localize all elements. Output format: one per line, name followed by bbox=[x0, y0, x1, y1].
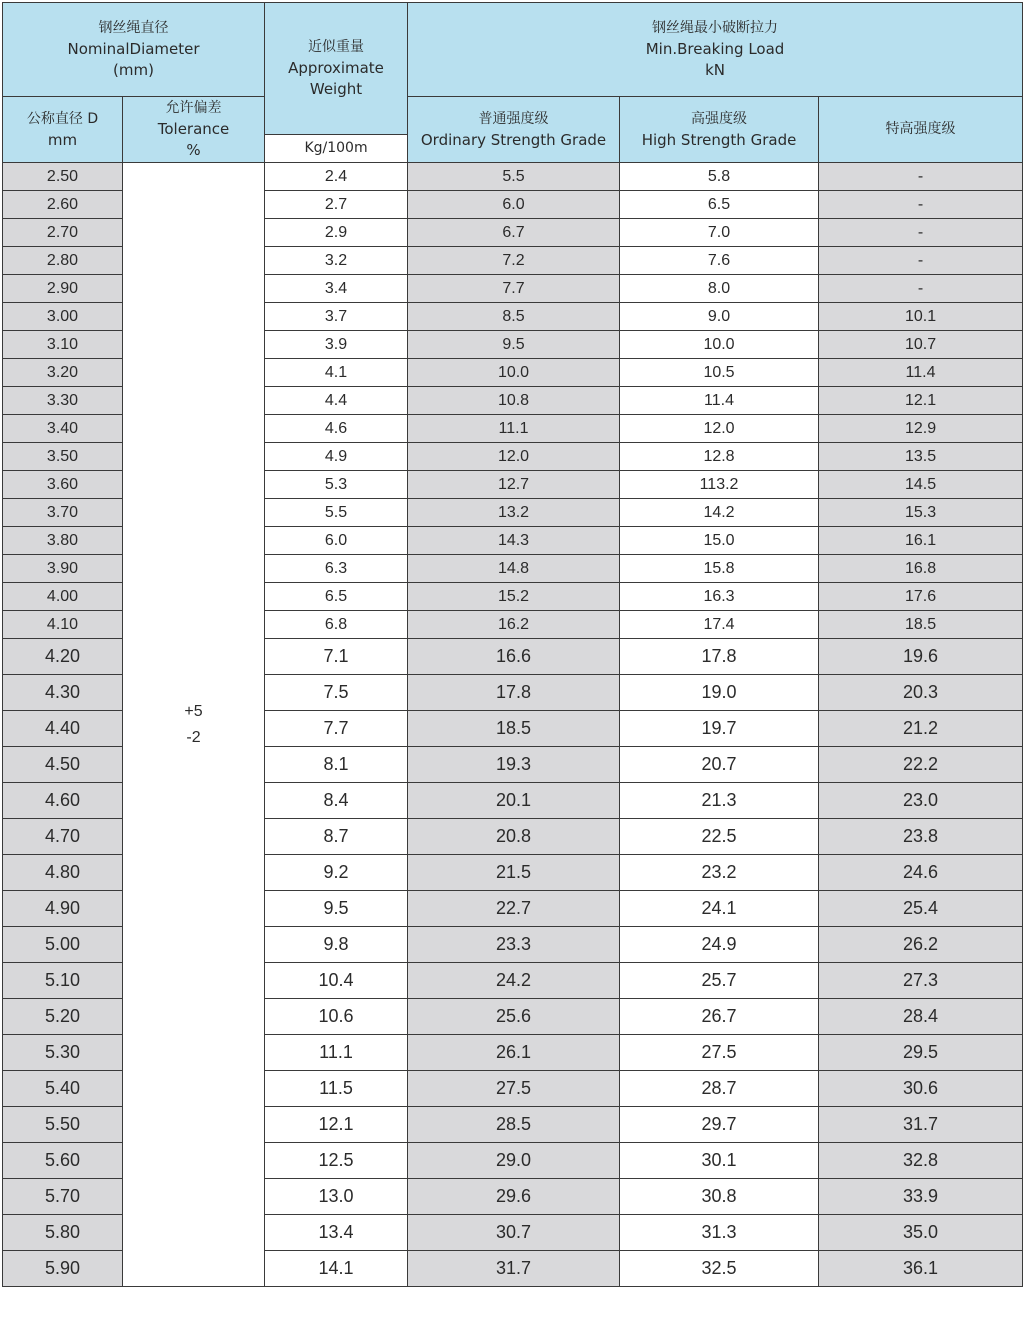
high-load-cell: 15.8 bbox=[620, 555, 819, 583]
weight-cell: 2.7 bbox=[265, 191, 408, 219]
ordinary-load-cell: 9.5 bbox=[408, 331, 620, 359]
header-nominal-d-unit: mm bbox=[47, 130, 78, 149]
weight-cell: 7.1 bbox=[265, 639, 408, 675]
super-high-load-cell: 16.8 bbox=[819, 555, 1023, 583]
ordinary-load-cell: 18.5 bbox=[408, 711, 620, 747]
ordinary-load-cell: 20.1 bbox=[408, 783, 620, 819]
super-high-load-cell: 36.1 bbox=[819, 1251, 1023, 1287]
high-load-cell: 27.5 bbox=[620, 1035, 819, 1071]
ordinary-load-cell: 23.3 bbox=[408, 927, 620, 963]
ordinary-load-cell: 29.0 bbox=[408, 1143, 620, 1179]
high-load-cell: 24.1 bbox=[620, 891, 819, 927]
nominal-diameter-cell: 2.50 bbox=[3, 163, 123, 191]
nominal-diameter-cell: 3.20 bbox=[3, 359, 123, 387]
nominal-diameter-cell: 4.90 bbox=[3, 891, 123, 927]
header-high-grade-en: High Strength Grade bbox=[641, 130, 797, 149]
high-load-cell: 29.7 bbox=[620, 1107, 819, 1143]
nominal-diameter-cell: 4.30 bbox=[3, 675, 123, 711]
weight-cell: 6.5 bbox=[265, 583, 408, 611]
table-row bbox=[3, 163, 1023, 191]
ordinary-load-cell: 5.5 bbox=[408, 163, 620, 191]
header-weight-en1: Approximate bbox=[288, 59, 384, 77]
super-high-load-cell: 35.0 bbox=[819, 1215, 1023, 1251]
ordinary-load-cell: 26.1 bbox=[408, 1035, 620, 1071]
high-load-cell: 12.0 bbox=[620, 415, 819, 443]
nominal-diameter-cell: 5.60 bbox=[3, 1143, 123, 1179]
nominal-diameter-cell: 3.60 bbox=[3, 471, 123, 499]
super-high-load-cell: 33.9 bbox=[819, 1179, 1023, 1215]
super-high-load-cell: 22.2 bbox=[819, 747, 1023, 783]
super-high-load-cell: 15.3 bbox=[819, 499, 1023, 527]
ordinary-load-cell: 6.0 bbox=[408, 191, 620, 219]
weight-cell: 12.5 bbox=[265, 1143, 408, 1179]
high-load-cell: 8.0 bbox=[620, 275, 819, 303]
super-high-load-cell: 28.4 bbox=[819, 999, 1023, 1035]
tolerance-plus: +5 bbox=[184, 702, 203, 720]
high-load-cell: 12.8 bbox=[620, 443, 819, 471]
super-high-load-cell: 12.1 bbox=[819, 387, 1023, 415]
high-load-cell: 21.3 bbox=[620, 783, 819, 819]
high-load-cell: 19.0 bbox=[620, 675, 819, 711]
nominal-diameter-cell: 5.10 bbox=[3, 963, 123, 999]
high-load-cell: 19.7 bbox=[620, 711, 819, 747]
nominal-diameter-cell: 2.90 bbox=[3, 275, 123, 303]
weight-cell: 8.4 bbox=[265, 783, 408, 819]
high-load-cell: 16.3 bbox=[620, 583, 819, 611]
ordinary-load-cell: 15.2 bbox=[408, 583, 620, 611]
header-tolerance-en: Tolerance bbox=[157, 120, 230, 138]
ordinary-load-cell: 14.3 bbox=[408, 527, 620, 555]
header-nominal-diameter-zh: 钢丝绳直径 bbox=[98, 20, 169, 36]
super-high-load-cell: 19.6 bbox=[819, 639, 1023, 675]
weight-cell: 14.1 bbox=[265, 1251, 408, 1287]
weight-cell: 12.1 bbox=[265, 1107, 408, 1143]
nominal-diameter-cell: 3.50 bbox=[3, 443, 123, 471]
high-load-cell: 7.6 bbox=[620, 247, 819, 275]
ordinary-load-cell: 10.8 bbox=[408, 387, 620, 415]
high-load-cell: 30.1 bbox=[620, 1143, 819, 1179]
nominal-diameter-cell: 4.80 bbox=[3, 855, 123, 891]
tolerance-cell bbox=[123, 163, 265, 1287]
high-load-cell: 10.0 bbox=[620, 331, 819, 359]
nominal-diameter-cell: 4.70 bbox=[3, 819, 123, 855]
header-weight-zh: 近似重量 bbox=[308, 39, 365, 55]
high-load-cell: 26.7 bbox=[620, 999, 819, 1035]
nominal-diameter-cell: 5.40 bbox=[3, 1071, 123, 1107]
high-load-cell: 24.9 bbox=[620, 927, 819, 963]
high-load-cell: 20.7 bbox=[620, 747, 819, 783]
header-super-high-grade bbox=[819, 97, 1023, 163]
high-load-cell: 28.7 bbox=[620, 1071, 819, 1107]
header-nominal-d bbox=[3, 97, 123, 163]
ordinary-load-cell: 6.7 bbox=[408, 219, 620, 247]
super-high-load-cell: - bbox=[819, 163, 1023, 191]
ordinary-load-cell: 17.8 bbox=[408, 675, 620, 711]
weight-cell: 10.4 bbox=[265, 963, 408, 999]
nominal-diameter-cell: 5.80 bbox=[3, 1215, 123, 1251]
high-load-cell: 32.5 bbox=[620, 1251, 819, 1287]
super-high-load-cell: - bbox=[819, 191, 1023, 219]
nominal-diameter-cell: 3.00 bbox=[3, 303, 123, 331]
high-load-cell: 31.3 bbox=[620, 1215, 819, 1251]
high-load-cell: 22.5 bbox=[620, 819, 819, 855]
high-load-cell: 15.0 bbox=[620, 527, 819, 555]
nominal-diameter-cell: 4.50 bbox=[3, 747, 123, 783]
weight-cell: 11.5 bbox=[265, 1071, 408, 1107]
high-load-cell: 17.4 bbox=[620, 611, 819, 639]
super-high-load-cell: 13.5 bbox=[819, 443, 1023, 471]
header-tolerance bbox=[123, 97, 265, 163]
header-nominal-diameter-en: NominalDiameter bbox=[67, 40, 200, 58]
super-high-load-cell: - bbox=[819, 219, 1023, 247]
super-high-load-cell: 25.4 bbox=[819, 891, 1023, 927]
header-high-grade bbox=[620, 97, 819, 163]
ordinary-load-cell: 30.7 bbox=[408, 1215, 620, 1251]
header-ordinary-grade bbox=[408, 97, 620, 163]
ordinary-load-cell: 10.0 bbox=[408, 359, 620, 387]
high-load-cell: 5.8 bbox=[620, 163, 819, 191]
ordinary-load-cell: 16.6 bbox=[408, 639, 620, 675]
header-ordinary-grade-en: Ordinary Strength Grade bbox=[420, 130, 607, 149]
weight-cell: 13.4 bbox=[265, 1215, 408, 1251]
ordinary-load-cell: 8.5 bbox=[408, 303, 620, 331]
header-weight bbox=[265, 3, 408, 135]
ordinary-load-cell: 24.2 bbox=[408, 963, 620, 999]
weight-cell: 3.4 bbox=[265, 275, 408, 303]
nominal-diameter-cell: 2.70 bbox=[3, 219, 123, 247]
super-high-load-cell: 14.5 bbox=[819, 471, 1023, 499]
header-breaking-load bbox=[408, 3, 1023, 97]
weight-cell: 5.3 bbox=[265, 471, 408, 499]
header-high-grade-zh: 高强度级 bbox=[691, 110, 748, 127]
nominal-diameter-cell: 5.00 bbox=[3, 927, 123, 963]
nominal-diameter-cell: 5.20 bbox=[3, 999, 123, 1035]
weight-cell: 3.9 bbox=[265, 331, 408, 359]
header-weight-unit: Kg/100m bbox=[265, 135, 408, 163]
ordinary-load-cell: 29.6 bbox=[408, 1179, 620, 1215]
header-nominal-diameter bbox=[3, 3, 265, 97]
weight-cell: 3.7 bbox=[265, 303, 408, 331]
nominal-diameter-cell: 3.30 bbox=[3, 387, 123, 415]
table-header bbox=[3, 3, 1023, 163]
ordinary-load-cell: 31.7 bbox=[408, 1251, 620, 1287]
weight-cell: 13.0 bbox=[265, 1179, 408, 1215]
header-super-high-grade-zh: 特高强度级 bbox=[885, 121, 956, 137]
nominal-diameter-cell: 3.40 bbox=[3, 415, 123, 443]
ordinary-load-cell: 25.6 bbox=[408, 999, 620, 1035]
weight-cell: 9.2 bbox=[265, 855, 408, 891]
high-load-cell: 113.2 bbox=[620, 471, 819, 499]
super-high-load-cell: 20.3 bbox=[819, 675, 1023, 711]
header-tolerance-zh: 允许偏差 bbox=[165, 100, 222, 116]
super-high-load-cell: 10.1 bbox=[819, 303, 1023, 331]
super-high-load-cell: 24.6 bbox=[819, 855, 1023, 891]
super-high-load-cell: 10.7 bbox=[819, 331, 1023, 359]
super-high-load-cell: 30.6 bbox=[819, 1071, 1023, 1107]
super-high-load-cell: 17.6 bbox=[819, 583, 1023, 611]
nominal-diameter-cell: 4.00 bbox=[3, 583, 123, 611]
super-high-load-cell: 31.7 bbox=[819, 1107, 1023, 1143]
table-body bbox=[3, 163, 1023, 1287]
ordinary-load-cell: 22.7 bbox=[408, 891, 620, 927]
weight-cell: 9.8 bbox=[265, 927, 408, 963]
weight-cell: 11.1 bbox=[265, 1035, 408, 1071]
weight-cell: 9.5 bbox=[265, 891, 408, 927]
ordinary-load-cell: 7.2 bbox=[408, 247, 620, 275]
high-load-cell: 9.0 bbox=[620, 303, 819, 331]
weight-cell: 10.6 bbox=[265, 999, 408, 1035]
super-high-load-cell: 29.5 bbox=[819, 1035, 1023, 1071]
high-load-cell: 7.0 bbox=[620, 219, 819, 247]
ordinary-load-cell: 12.0 bbox=[408, 443, 620, 471]
nominal-diameter-cell: 3.10 bbox=[3, 331, 123, 359]
super-high-load-cell: 23.0 bbox=[819, 783, 1023, 819]
header-nominal-d-zh: 公称直径 D bbox=[26, 110, 99, 127]
ordinary-load-cell: 7.7 bbox=[408, 275, 620, 303]
weight-cell: 8.7 bbox=[265, 819, 408, 855]
weight-cell: 5.5 bbox=[265, 499, 408, 527]
header-tolerance-unit: % bbox=[186, 141, 201, 159]
nominal-diameter-cell: 3.70 bbox=[3, 499, 123, 527]
weight-cell: 6.0 bbox=[265, 527, 408, 555]
ordinary-load-cell: 28.5 bbox=[408, 1107, 620, 1143]
nominal-diameter-cell: 2.60 bbox=[3, 191, 123, 219]
high-load-cell: 11.4 bbox=[620, 387, 819, 415]
tolerance-minus: -2 bbox=[186, 728, 201, 746]
high-load-cell: 6.5 bbox=[620, 191, 819, 219]
nominal-diameter-cell: 4.10 bbox=[3, 611, 123, 639]
ordinary-load-cell: 12.7 bbox=[408, 471, 620, 499]
super-high-load-cell: 21.2 bbox=[819, 711, 1023, 747]
high-load-cell: 30.8 bbox=[620, 1179, 819, 1215]
super-high-load-cell: 12.9 bbox=[819, 415, 1023, 443]
super-high-load-cell: 32.8 bbox=[819, 1143, 1023, 1179]
header-breaking-load-zh: 钢丝绳最小破断拉力 bbox=[652, 20, 779, 36]
nominal-diameter-cell: 5.90 bbox=[3, 1251, 123, 1287]
super-high-load-cell: 11.4 bbox=[819, 359, 1023, 387]
nominal-diameter-cell: 4.60 bbox=[3, 783, 123, 819]
super-high-load-cell: - bbox=[819, 247, 1023, 275]
wire-rope-spec-table bbox=[2, 2, 1023, 1287]
weight-cell: 4.4 bbox=[265, 387, 408, 415]
header-weight-en2: Weight bbox=[309, 80, 363, 98]
weight-cell: 7.5 bbox=[265, 675, 408, 711]
ordinary-load-cell: 14.8 bbox=[408, 555, 620, 583]
super-high-load-cell: 26.2 bbox=[819, 927, 1023, 963]
nominal-diameter-cell: 3.80 bbox=[3, 527, 123, 555]
weight-cell: 2.4 bbox=[265, 163, 408, 191]
weight-cell: 2.9 bbox=[265, 219, 408, 247]
super-high-load-cell: 18.5 bbox=[819, 611, 1023, 639]
weight-cell: 3.2 bbox=[265, 247, 408, 275]
ordinary-load-cell: 13.2 bbox=[408, 499, 620, 527]
weight-cell: 8.1 bbox=[265, 747, 408, 783]
nominal-diameter-cell: 5.30 bbox=[3, 1035, 123, 1071]
nominal-diameter-cell: 4.40 bbox=[3, 711, 123, 747]
ordinary-load-cell: 16.2 bbox=[408, 611, 620, 639]
high-load-cell: 14.2 bbox=[620, 499, 819, 527]
super-high-load-cell: 23.8 bbox=[819, 819, 1023, 855]
nominal-diameter-cell: 2.80 bbox=[3, 247, 123, 275]
super-high-load-cell: - bbox=[819, 275, 1023, 303]
weight-cell: 4.6 bbox=[265, 415, 408, 443]
weight-cell: 6.8 bbox=[265, 611, 408, 639]
header-breaking-load-unit: kN bbox=[705, 61, 725, 79]
high-load-cell: 25.7 bbox=[620, 963, 819, 999]
super-high-load-cell: 27.3 bbox=[819, 963, 1023, 999]
high-load-cell: 17.8 bbox=[620, 639, 819, 675]
header-breaking-load-en: Min.Breaking Load bbox=[645, 40, 785, 58]
nominal-diameter-cell: 5.70 bbox=[3, 1179, 123, 1215]
ordinary-load-cell: 11.1 bbox=[408, 415, 620, 443]
high-load-cell: 10.5 bbox=[620, 359, 819, 387]
weight-cell: 4.9 bbox=[265, 443, 408, 471]
weight-cell: 7.7 bbox=[265, 711, 408, 747]
ordinary-load-cell: 21.5 bbox=[408, 855, 620, 891]
high-load-cell: 23.2 bbox=[620, 855, 819, 891]
ordinary-load-cell: 27.5 bbox=[408, 1071, 620, 1107]
weight-cell: 6.3 bbox=[265, 555, 408, 583]
weight-cell: 4.1 bbox=[265, 359, 408, 387]
super-high-load-cell: 16.1 bbox=[819, 527, 1023, 555]
header-nominal-diameter-unit: (mm) bbox=[113, 61, 154, 79]
ordinary-load-cell: 20.8 bbox=[408, 819, 620, 855]
nominal-diameter-cell: 3.90 bbox=[3, 555, 123, 583]
ordinary-load-cell: 19.3 bbox=[408, 747, 620, 783]
nominal-diameter-cell: 4.20 bbox=[3, 639, 123, 675]
nominal-diameter-cell: 5.50 bbox=[3, 1107, 123, 1143]
header-ordinary-grade-zh: 普通强度级 bbox=[478, 110, 549, 127]
